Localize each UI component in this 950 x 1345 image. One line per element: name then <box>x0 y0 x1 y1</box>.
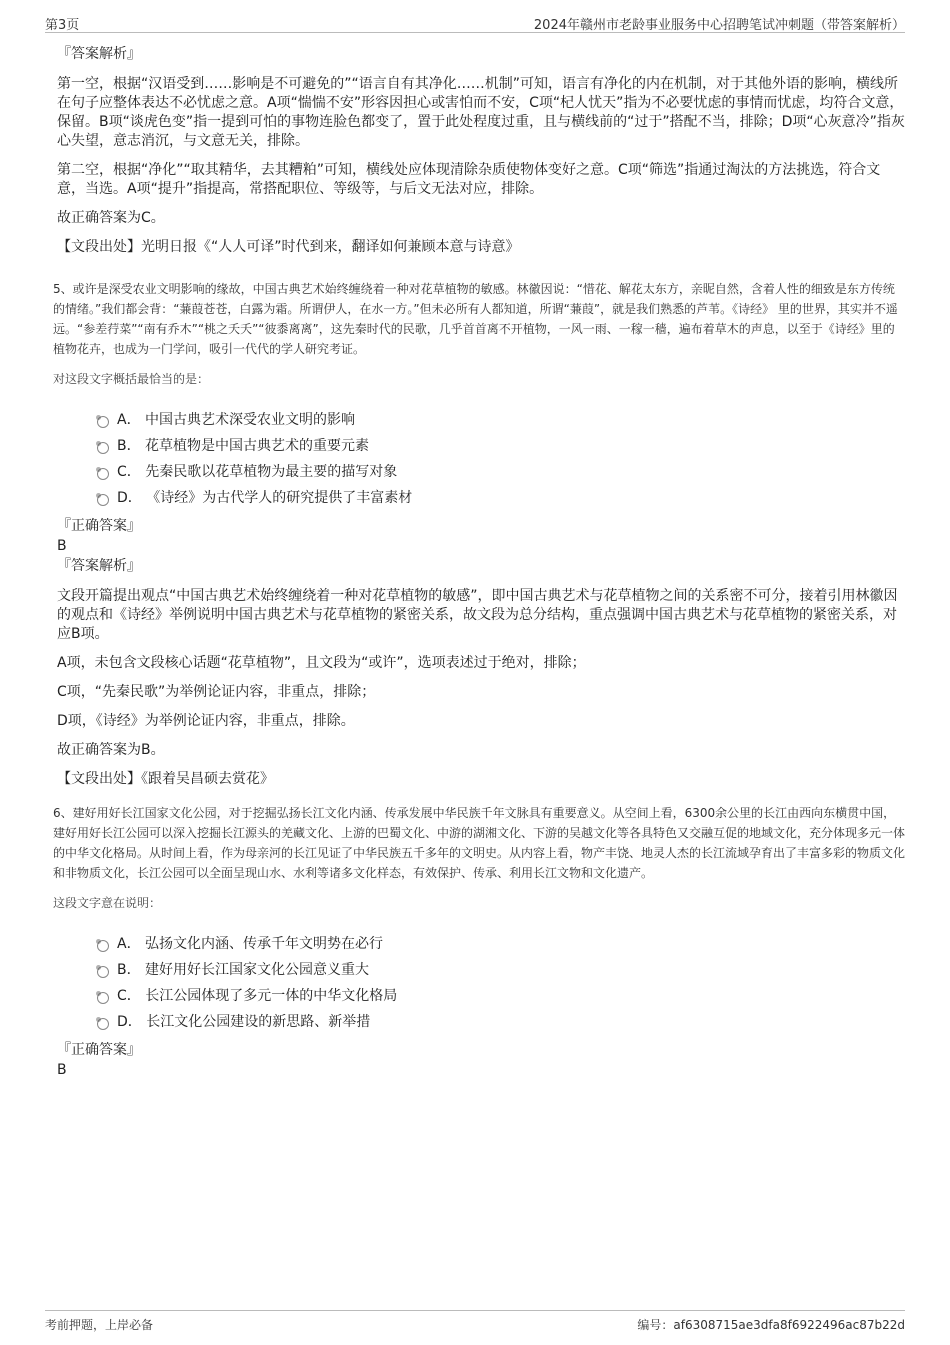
document-id: 编号：af6308715ae3dfa8f6922496ac87b22d <box>637 1318 905 1332</box>
footer-slogan: 考前押题，上岸必备 <box>45 1318 154 1332</box>
option-b[interactable]: B． 建好用好长江国家文化公园意义重大 <box>97 957 905 983</box>
analysis-paragraph: A项，未包含文段核心话题“花草植物”，且文段为“或许”，选项表述过于绝对，排除； <box>57 655 586 671</box>
analysis-paragraph: 第二空，根据“净化”“取其精华，去其糟粕”可知，横线处应体现清除杂质使物体变好之意。C项“筛选”指通过淘汰的方法挑选，符合文意，当选。A项“提升”指提高，常搭配职位、等级等，与后文无法对应，排除。 <box>57 162 881 197</box>
page-number: 第3页 <box>45 18 80 33</box>
option-d[interactable]: D． 长江文化公园建设的新思路、新举措 <box>97 1009 905 1035</box>
analysis-conclusion: 故正确答案为B。 <box>57 742 165 758</box>
page-footer <box>45 1310 905 1335</box>
answer-heading: 『正确答案』 <box>57 518 141 534</box>
answer-value: B <box>57 1062 67 1078</box>
question-prompt: 这段文字意在说明： <box>53 896 162 910</box>
radio-icon[interactable] <box>97 468 109 480</box>
radio-icon[interactable] <box>97 992 109 1004</box>
analysis-heading: 『答案解析』 <box>57 558 141 574</box>
option-a[interactable]: A． 中国古典艺术深受农业文明的影响 <box>97 407 905 433</box>
question-stem: 6、建好用好长江国家文化公园，对于挖掘弘扬长江文化内涵、传承发展中华民族千年文脉具有重要意义。从空间上看，6300余公里的长江由西向东横贯中国，建好用好长江公园可以深入挖掘长江源头的羌藏文化、上游的巴蜀文化、中游的湖湘文化、下游的吴越文化等各具特色又交融互促的地域文化，充分体现多元一体的中华文化格局。从时间上看，作为母亲河的长江见证了中华民族五千多年的文明史。从内容上看，物产丰饶、地灵人杰的长江流域孕育出了丰富多彩的物质文化和非物质文化，长江公园可以全面呈现山水、水利等诸多文化样态，有效保护、传承、利用长江文物和文化遗产。 <box>53 806 906 880</box>
radio-icon[interactable] <box>97 416 109 428</box>
option-c[interactable]: C． 先秦民歌以花草植物为最主要的描写对象 <box>97 459 905 485</box>
radio-icon[interactable] <box>97 966 109 978</box>
radio-icon[interactable] <box>97 442 109 454</box>
answer-value: B <box>57 538 67 554</box>
analysis-paragraph: C项，“先秦民歌”为举例论证内容，非重点，排除； <box>57 684 376 700</box>
option-list <box>97 931 905 1035</box>
option-c[interactable]: C． 长江公园体现了多元一体的中华文化格局 <box>97 983 905 1009</box>
document-title: 2024年赣州市老龄事业服务中心招聘笔试冲刺题（带答案解析） <box>533 18 905 33</box>
option-list <box>97 407 905 511</box>
option-a[interactable]: A． 弘扬文化内涵、传承千年文明势在必行 <box>97 931 905 957</box>
document-body <box>53 45 906 1085</box>
analysis-paragraph: 文段开篇提出观点“中国古典艺术始终缠绕着一种对花草植物的敏感”，即中国古典艺术与花草植物之间的关系密不可分，接着引用林徽因的观点和《诗经》举例说明中国古典艺术与花草植物的紧密关系，故文段为总分结构，重点强调中国古典艺术与花草植物的紧密关系，对应B项。 <box>57 588 898 642</box>
question-prompt: 对这段文字概括最恰当的是： <box>53 372 210 386</box>
option-d[interactable]: D． 《诗经》为古代学人的研究提供了丰富素材 <box>97 485 905 511</box>
radio-icon[interactable] <box>97 940 109 952</box>
analysis-heading: 『答案解析』 <box>57 46 141 62</box>
analysis-paragraph: 第一空，根据“汉语受到……影响是不可避免的”“语言自有其净化……机制”可知，语言有净化的内在机制，对于其他外语的影响，横线所在句子应整体表达不必忧虑之意。A项“惴惴不安”形容因担心或害怕而不安，C项“杞人忧天”指为不必要忧虑的事情而忧虑，均符合文意，保留。B项“谈虎色变”指一提到可怕的事物连脸色都变了，置于此处程度过重，且与横线前的“过于”搭配不当，排除；D项“心灰意冷”指灰心失望，意志消沉，与文意无关，排除。 <box>57 76 905 149</box>
page-header <box>45 12 905 33</box>
analysis-conclusion: 故正确答案为C。 <box>57 210 165 226</box>
radio-icon[interactable] <box>97 494 109 506</box>
analysis-paragraph: D项，《诗经》为举例论证内容，非重点，排除。 <box>57 713 355 729</box>
radio-icon[interactable] <box>97 1018 109 1030</box>
option-b[interactable]: B． 花草植物是中国古典艺术的重要元素 <box>97 433 905 459</box>
answer-heading: 『正确答案』 <box>57 1042 141 1058</box>
question-stem: 5、或许是深受农业文明影响的缘故，中国古典艺术始终缠绕着一种对花草植物的敏感。林徽因说：“惜花、解花太东方，亲昵自然，含着人性的细致是东方传统的情绪。”我们都会背：“蒹葭苍苍，白露为霜。所谓伊人，在水一方。”但未必所有人都知道，所谓“蒹葭”，就是我们熟悉的芦苇。《诗经》 里的世界，其实并不遥远。“参差荇菜”“南有乔木”“桃之夭夭”“彼黍离离”，这先秦时代的民歌，几乎首首离不开植物，一风一雨、一稼一穑，遍布着草木的声息，以至于《诗经》里的植物花卉，也成为一门学问，吸引一代代的学人研究考证。 <box>53 282 898 356</box>
source-citation: 【文段出处】光明日报《“人人可译”时代到来，翻译如何兼顾本意与诗意》 <box>57 239 520 255</box>
source-citation: 【文段出处】《跟着吴昌硕去赏花》 <box>57 771 274 787</box>
